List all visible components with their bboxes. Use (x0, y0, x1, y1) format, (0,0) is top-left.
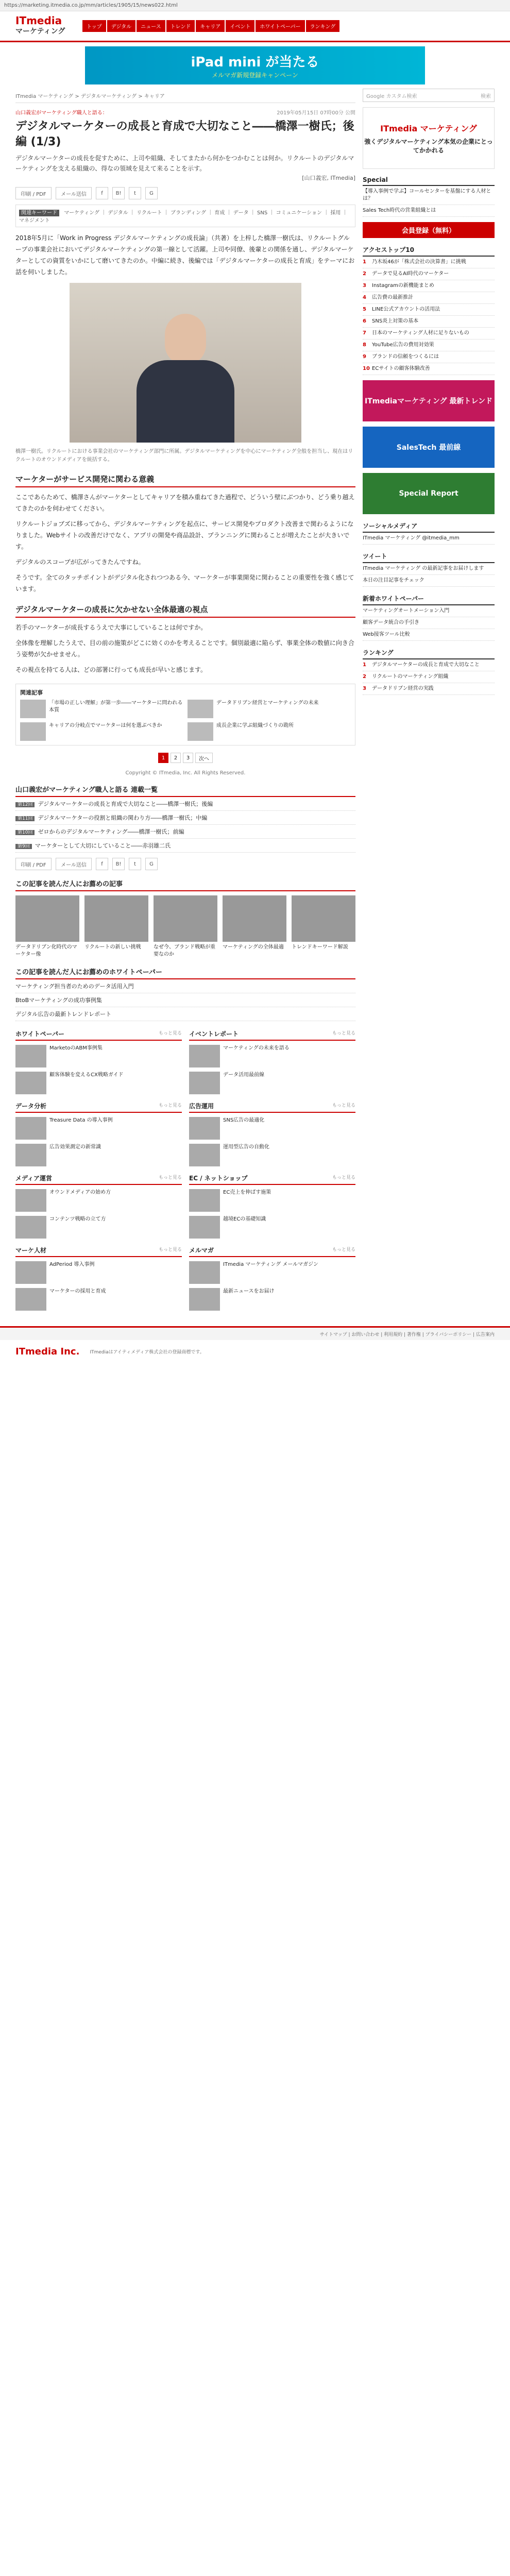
page-2[interactable]: 2 (171, 753, 181, 763)
thumbnail (15, 1288, 46, 1311)
nav-item[interactable]: ランキング (306, 20, 340, 32)
more-link[interactable]: もっと見る (332, 1103, 355, 1108)
list-item[interactable]: 2 データで見るAI時代のマーケター (363, 268, 495, 280)
panel-row[interactable] (189, 1144, 355, 1166)
list-item[interactable]: 5 LINE公式アカウントの活用法 (363, 304, 495, 316)
list-item[interactable]: BtoBマーケティングの成功事例集 (15, 993, 355, 1007)
more-link[interactable]: もっと見る (158, 1031, 182, 1036)
social-heading: ソーシャルメディア (363, 521, 495, 533)
related-text: キャリアの分岐点でマーケターは何を選ぶべきか (49, 723, 162, 728)
article-intro: 2018年5月に「Work in Progress デジタルマーケティングの成長論」（共著）を上梓した橋澤一樹氏は、リクルートグループの事業会社においてデジタルマーケティングの第一線として活躍。上司や同僚、後輩との関係を通し、デジタルマーケターとしての資質をいかにして磨いてきたのか。中編に続き、後編では「デジタルマーケターの成長と育成」をテーマにお話を伺いしました。 (15, 234, 355, 276)
row-text: AdPeriod 導入事例 (49, 1262, 95, 1267)
thumbnail (15, 895, 79, 942)
member-register-button[interactable]: 会員登録（無料） (363, 222, 495, 238)
related-text: 成長企業に学ぶ組織づくりの勘所 (216, 723, 294, 728)
search-input[interactable] (363, 89, 495, 102)
breadcrumb[interactable]: ITmedia マーケティング > デジタルマーケティング > キャリア (15, 89, 355, 103)
mail-button[interactable]: メール送信 (56, 187, 92, 199)
article-card[interactable] (292, 895, 355, 958)
promo-banner[interactable]: Special Report (363, 473, 495, 514)
thumbnail (189, 1288, 220, 1311)
print-button[interactable]: 印刷 / PDF (15, 187, 52, 199)
topic-panel (189, 1174, 355, 1239)
sidebar (363, 89, 495, 1311)
row-text: 最新ニュースをお届け (223, 1289, 275, 1294)
recommended-articles (15, 878, 355, 958)
panel-row[interactable] (15, 1189, 182, 1212)
rank-text: ブランドの信頼をつくるには (372, 354, 439, 360)
share-bar-bottom (15, 858, 355, 870)
row-text: データ活用最前線 (223, 1072, 264, 1078)
topic-panel (15, 1246, 182, 1311)
thumbnail (15, 1117, 46, 1140)
row-text: オウンドメディアの始め方 (49, 1190, 111, 1195)
list-item[interactable]: 顧客データ統合の手引き (363, 617, 495, 629)
interview-photo (70, 283, 301, 443)
page-1[interactable]: 1 (158, 753, 168, 763)
nav-item[interactable]: トップ (82, 20, 106, 32)
card-title: マーケティングの全体最適 (223, 944, 284, 950)
list-item[interactable]: 1 デジタルマーケターの成長と育成で大切なこと (363, 659, 495, 671)
banner-subtitle: メルマガ新規登録キャンペーン (212, 72, 298, 79)
more-link[interactable]: もっと見る (158, 1175, 182, 1180)
related-item[interactable] (20, 722, 183, 741)
ad-text: 強くデジタルマーケティング本気の企業にとってかかれる (364, 138, 493, 154)
series-list (15, 784, 355, 853)
row-text: ITmedia マーケティング メールマガジン (223, 1262, 318, 1267)
list-item[interactable]: 10 ECサイトの顧客体験改善 (363, 363, 495, 375)
related-articles (15, 684, 355, 745)
panel-title: データ分析 (15, 1103, 47, 1110)
row-text: 越境ECの基礎知識 (223, 1216, 266, 1222)
list-item[interactable] (15, 811, 355, 825)
mail-button[interactable]: メール送信 (56, 858, 92, 870)
special-heading: Special (363, 176, 495, 186)
section-heading: マーケターがサービス開発に関わる意義 (15, 473, 355, 487)
whitepaper-list (15, 967, 355, 1021)
list-item[interactable] (15, 797, 355, 811)
panel-row[interactable] (189, 1261, 355, 1284)
google-icon[interactable]: G (145, 858, 158, 870)
person-body (137, 360, 234, 443)
rank-text: LINE公式アカウントの活用法 (372, 307, 440, 312)
promo-banner[interactable]: SalesTech 最前線 (363, 427, 495, 468)
facebook-icon[interactable]: f (96, 187, 108, 199)
copyright: Copyright © ITmedia, Inc. All Rights Reserved. (125, 770, 246, 776)
footer-links[interactable]: サイトマップ | お問い合わせ | 利用規約 | 著作権 | プライバシーポリシー | 広告案内 (0, 1328, 510, 1340)
rank-text: デジタルマーケターの成長と育成で大切なこと (372, 662, 480, 668)
keyword-box (15, 205, 355, 227)
more-link[interactable]: もっと見る (158, 1247, 182, 1252)
list-item[interactable]: デジタル広告の最新トレンドレポート (15, 1007, 355, 1021)
panel-row[interactable] (189, 1072, 355, 1094)
twitter-heading: ツイート (363, 552, 495, 563)
hatena-icon[interactable]: B! (112, 858, 125, 870)
site-header (0, 11, 510, 42)
list-item[interactable]: マーケティング担当者のためのデータ活用入門 (15, 979, 355, 993)
related-grid (20, 700, 351, 741)
badge: 第12回 (15, 802, 35, 807)
next-page[interactable]: 次へ (195, 753, 213, 763)
list-text: マーケターとして大切にしていること――赤羽雄二氏 (35, 842, 171, 849)
thumbnail (15, 1072, 46, 1094)
thumbnail (292, 895, 355, 942)
row-text: 顧客体験を変えるCX戦略ガイド (49, 1072, 124, 1078)
series-label (15, 108, 355, 116)
list-text: ゼロからのデジタルマーケティング――橋澤一樹氏；前編 (38, 828, 184, 835)
paragraph: 若手のマーケターが成長するうえで大事にしていることは何ですか。 (15, 624, 207, 631)
photo-caption: 橋澤一樹氏。リクルートにおける事業会社のマーケティング部門に所属。デジタルマーケティングを中心にマーケティング全般を担当し、現在はリクルートのオウンドメディアを統括する。 (15, 449, 353, 463)
badge: 第10回 (15, 830, 35, 835)
list-item[interactable]: 3 Instagramの新機能まとめ (363, 280, 495, 292)
card-title: リクルートの新しい挑戦 (84, 944, 141, 950)
thumbnail (15, 1045, 46, 1067)
sidebar-ad[interactable] (363, 107, 495, 169)
panel-row[interactable] (15, 1117, 182, 1140)
rank-text: ECサイトの顧客体験改善 (372, 366, 430, 371)
whitepaper-heading: この記事を読んだ人にお薦めのホワイトペーパー (15, 967, 355, 979)
badge: 第9回 (15, 844, 32, 849)
article-card[interactable] (223, 895, 286, 958)
list-item[interactable]: 4 広告費の最新推計 (363, 292, 495, 304)
article-card[interactable] (154, 895, 217, 958)
row-text: Treasure Data の導入事例 (49, 1117, 113, 1123)
related-item[interactable] (188, 700, 351, 718)
topic-panel (15, 1101, 182, 1166)
panel-row[interactable] (189, 1288, 355, 1311)
follow-link[interactable]: ITmedia マーケティング @itmedia_mm (363, 533, 495, 545)
logo-bottom: マーケティング (15, 27, 65, 36)
panel-row[interactable] (189, 1117, 355, 1140)
panel-row[interactable] (15, 1288, 182, 1311)
more-link[interactable]: もっと見る (158, 1103, 182, 1108)
rank-text: データドリブン経営の実践 (372, 686, 434, 691)
url-text: https://marketing.itmedia.co.jp/mm/articles/1905/15/news022.html (4, 3, 178, 8)
rank-text: リクルートのマーケティング組織 (372, 674, 449, 680)
panel-title: メルマガ (189, 1247, 214, 1254)
related-title: 関連記事 (20, 689, 43, 696)
rank-text: YouTube広告の費用対効果 (372, 342, 434, 348)
article-card[interactable] (15, 895, 79, 958)
list-item[interactable]: 9 ブランドの信頼をつくるには (363, 351, 495, 363)
topic-panel (189, 1246, 355, 1311)
panel-row[interactable] (15, 1072, 182, 1094)
list-item[interactable]: 1 乃木坂46が「株式会社の決算書」に挑戦 (363, 257, 495, 268)
nav-item[interactable]: トレンド (166, 20, 195, 32)
tweet[interactable]: ITmedia マーケティング の最新記事をお届けします (363, 563, 495, 575)
article-lead: デジタルマーケターの成長を促すために、上司や組織、そしてまたから何かをつかむことは何か。リクルートのデジタルマーケティングを支える組織の、得なの領域を見えて来ることを示す。 (15, 155, 354, 172)
thumbnail (20, 700, 46, 718)
panel-title: メディア運営 (15, 1175, 53, 1182)
rank-text: Instagramの新機能まとめ (372, 283, 434, 289)
row-text: 運用型広告の自動化 (223, 1144, 269, 1150)
content-wrap (15, 89, 495, 1311)
list-item[interactable] (15, 825, 355, 839)
share-bar (15, 187, 355, 199)
site-footer (0, 1326, 510, 1363)
paragraph: デジタルのスコープが広がってきたんですね。 (15, 558, 145, 566)
author: [山口義宏, ITmedia] (302, 175, 355, 181)
pagination (15, 753, 355, 763)
access-ranking (363, 245, 495, 375)
address-bar[interactable] (0, 0, 510, 11)
series-list-heading: 山口義宏がマーケティング職人と語る 連載一覧 (15, 784, 355, 797)
thumbnail (15, 1261, 46, 1284)
topic-panels (15, 1029, 355, 1311)
row-text: SNS広告の最適化 (223, 1117, 265, 1123)
card-title: なぜ今、ブランド戦略が重要なのか (154, 944, 215, 957)
nav-item[interactable]: デジタル (107, 20, 135, 32)
rank-text: 日本のマーケティング人材に足りないもの (372, 330, 469, 336)
paragraph: その視点を持てる人は、どの部署に行っても成長が早いと感じます。 (15, 666, 207, 673)
thumbnail (188, 722, 213, 741)
rank-text: SNS炎上対策の基本 (372, 318, 419, 324)
global-nav (82, 20, 339, 32)
thumbnail (20, 722, 46, 741)
thumbnail (84, 895, 148, 942)
google-icon[interactable]: G (145, 187, 158, 199)
person-head (165, 314, 206, 365)
ranking-box (363, 648, 495, 695)
thumbnail (188, 700, 213, 718)
article-card[interactable] (84, 895, 148, 958)
more-link[interactable]: もっと見る (332, 1031, 355, 1036)
publish-date: 2019年05月15日 07時00分 公開 (277, 110, 355, 116)
tweet[interactable]: 本日の注目記事をチェック (363, 575, 495, 587)
panel-row[interactable] (189, 1216, 355, 1239)
panel-row[interactable] (15, 1216, 182, 1239)
ad-logo: ITmedia マーケティング (380, 123, 477, 133)
site-logo[interactable] (15, 15, 72, 37)
recommended-cards (15, 895, 355, 958)
thumbnail (189, 1072, 220, 1094)
row-text: 広告効果測定の新常識 (49, 1144, 101, 1150)
panel-title: マーケ人材 (15, 1247, 47, 1254)
thumbnail (189, 1144, 220, 1166)
list-item[interactable] (15, 839, 355, 853)
row-text: コンテンツ戦略の立て方 (49, 1216, 106, 1222)
facebook-icon[interactable]: f (96, 858, 108, 870)
row-text: EC売上を伸ばす施策 (223, 1190, 271, 1195)
paragraph: そうです。全てのタッチポイントがデジタル化されつつある今、マーケターが事業開発に関わることの重要性を強く感じています。 (15, 574, 354, 592)
banner-title: iPad mini が当たる (191, 55, 319, 70)
topic-panel (15, 1029, 182, 1094)
more-link[interactable]: もっと見る (332, 1247, 355, 1252)
footer-brand (0, 1340, 510, 1363)
rank-heading: ランキング (363, 648, 495, 659)
panel-row[interactable] (189, 1189, 355, 1212)
panel-row[interactable] (15, 1144, 182, 1166)
new-whitepaper-box (363, 594, 495, 641)
list-item[interactable]: 6 SNS炎上対策の基本 (363, 316, 495, 328)
badge: 第11回 (15, 816, 35, 821)
list-item[interactable]: 3 データドリブン経営の実践 (363, 683, 495, 695)
special-box (363, 176, 495, 217)
campaign-banner[interactable] (85, 46, 425, 84)
rank-text: 乃木坂46が「株式会社の決算書」に挑戦 (372, 259, 466, 265)
related-text: データドリブン経営とマーケティングの未来 (216, 700, 319, 706)
topic-panel (189, 1029, 355, 1094)
panel-row[interactable] (15, 1261, 182, 1284)
print-button[interactable]: 印刷 / PDF (15, 858, 52, 870)
list-item[interactable]: 8 YouTube広告の費用対効果 (363, 340, 495, 351)
nav-item[interactable]: イベント (226, 20, 254, 32)
card-title: データドリブン化時代のマーケター像 (15, 944, 77, 957)
keyword-label: 関連キーワード (19, 210, 59, 216)
related-text: 「市場の正しい理解」が第一歩――マーケターに問われる本質 (49, 700, 183, 713)
thumbnail (154, 895, 217, 942)
paragraph: 全体像を理解したうえで、目の前の施策がどこに効くのかを考えることです。個別最適に陥らず、事業全体の数値に向き合う姿勢が欠かせません。 (15, 639, 354, 658)
card-title: トレンドキーワード解説 (292, 944, 348, 950)
more-link[interactable]: もっと見る (332, 1175, 355, 1180)
section-heading: デジタルマーケターの成長に欠かせない全体最適の視点 (15, 604, 355, 618)
related-item[interactable] (20, 700, 183, 718)
list-item[interactable]: 2 リクルートのマーケティング組織 (363, 671, 495, 683)
page-3[interactable]: 3 (183, 753, 193, 763)
twitter-box (363, 552, 495, 587)
thumbnail (15, 1144, 46, 1166)
nav-item[interactable]: キャリア (196, 20, 225, 32)
panel-title: 広告運用 (189, 1103, 214, 1110)
social-box (363, 521, 495, 545)
thumbnail (189, 1261, 220, 1284)
list-item[interactable]: 7 日本のマーケティング人材に足りないもの (363, 328, 495, 340)
panel-title: EC / ネットショップ (189, 1175, 248, 1182)
list-item[interactable]: 【導入事例で学ぶ】コールセンターを基盤にする人材とは？ (363, 186, 495, 205)
thumbnail (15, 1189, 46, 1212)
row-text: MarketoのABM事例集 (49, 1045, 103, 1051)
list-text: デジタルマーケターの役割と組織の関わり方――橋澤一樹氏；中編 (38, 815, 208, 821)
access-heading: アクセストップ10 (363, 245, 495, 257)
panel-title: ホワイトペーパー (15, 1030, 65, 1038)
thumbnail (223, 895, 286, 942)
panel-title: イベントレポート (189, 1030, 239, 1038)
footer-logo[interactable]: ITmedia Inc. (15, 1346, 80, 1357)
thumbnail (189, 1216, 220, 1239)
thumbnail (189, 1189, 220, 1212)
promo-banner[interactable]: ITmediaマーケティング 最新トレンド (363, 380, 495, 421)
related-item[interactable] (188, 722, 351, 741)
recommended-heading: この記事を読んだ人にお薦めの記事 (15, 878, 355, 891)
panel-row[interactable] (189, 1045, 355, 1067)
list-text: デジタルマーケターの成長と育成で大切なこと――橋澤一樹氏；後編 (38, 801, 213, 807)
logo-top: ITmedia (15, 14, 62, 27)
paragraph: リクルートジョブズに移ってから、デジタルマーケティングを起点に、サービス開発やプロダクト改善まで関わるようになりました。Webサイトの改善だけでなく、アプリの開発や商品設計、プランニングに関わることが増えたことが大きいです。 (15, 520, 354, 550)
keyword-list[interactable]: マーケティング ｜ デジタル ｜ リクルート ｜ ブランディング ｜ 育成 ｜ データ ｜ SNS ｜ コミュニケーション ｜ 採用 ｜ マネジメント (19, 210, 348, 224)
hatena-icon[interactable]: B! (112, 187, 125, 199)
list-item[interactable]: マーケティングオートメーション入門 (363, 605, 495, 617)
paragraph: ここであらためて、橋澤さんがマーケターとしてキャリアを積み重ねてきた過程で、どういう壁にぶつかり、どう乗り越えてきたのかを伺わせてください。 (15, 494, 355, 512)
search-placeholder: Google カスタム検索 (366, 93, 417, 99)
page-title: デジタルマーケターの成長と育成で大切なこと――橋澤一樹氏；後編 (1/3) (15, 120, 354, 148)
rank-text: 広告費の最新推計 (372, 295, 413, 300)
thumbnail (189, 1045, 220, 1067)
rank-text: データで見るAI時代のマーケター (372, 271, 449, 277)
search-button[interactable]: 検索 (481, 93, 491, 99)
thumbnail (189, 1117, 220, 1140)
list-item[interactable]: Sales Tech時代の営業組織とは (363, 205, 495, 217)
row-text: マーケターの採用と育成 (49, 1289, 106, 1294)
list-item[interactable]: Web接客ツール比較 (363, 629, 495, 641)
twitter-icon[interactable]: t (129, 858, 141, 870)
twitter-icon[interactable]: t (129, 187, 141, 199)
thumbnail (15, 1216, 46, 1239)
footer-text: ITmediaはアイティメディア株式会社の登録商標です。 (90, 1350, 205, 1355)
panel-row[interactable] (15, 1045, 182, 1067)
nav-item[interactable]: ニュース (137, 20, 165, 32)
series-name[interactable]: 山口義宏がマーケティング職人と語る： (15, 110, 108, 116)
row-text: マーケティングの未来を語る (223, 1045, 290, 1051)
main-column (15, 89, 355, 1311)
nav-item[interactable]: ホワイトペーパー (256, 20, 304, 32)
new-heading: 新着ホワイトペーパー (363, 594, 495, 605)
topic-panel (15, 1174, 182, 1239)
topic-panel (189, 1101, 355, 1166)
